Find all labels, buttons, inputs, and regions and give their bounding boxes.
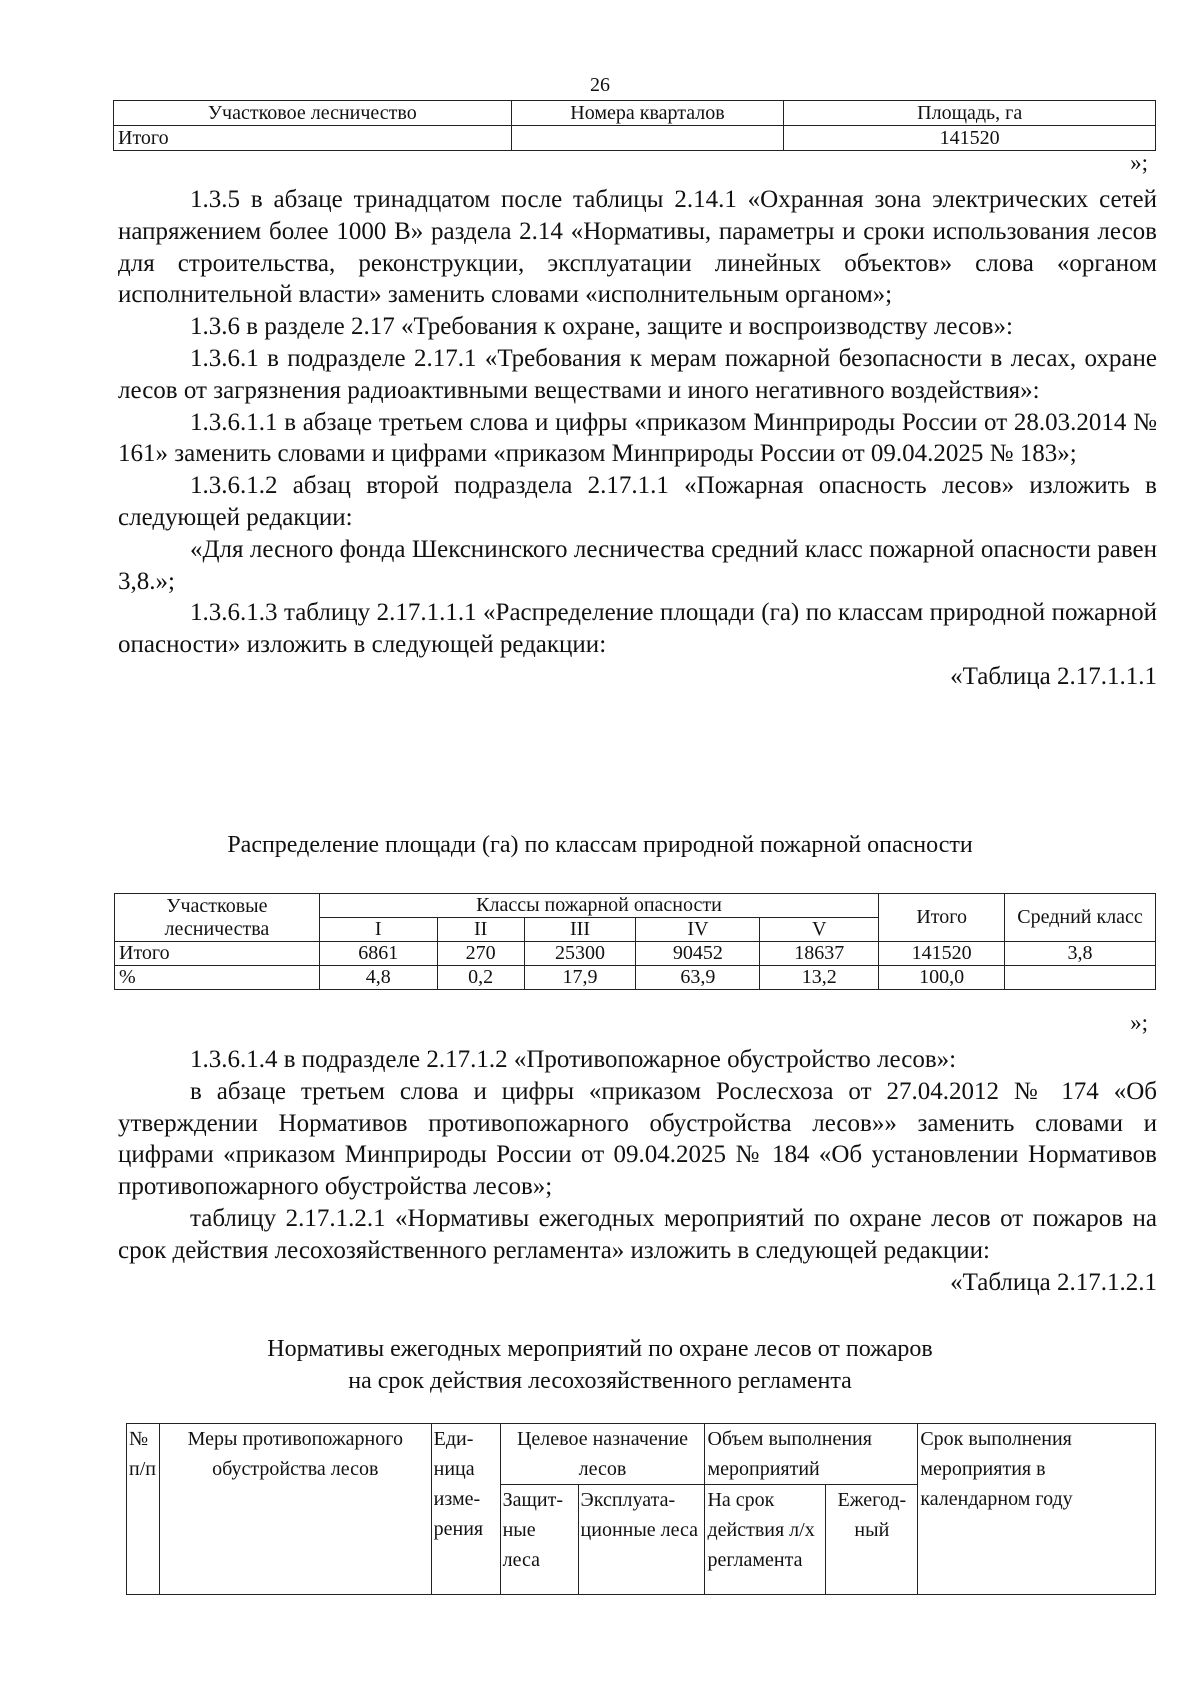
table2-label: «Таблица 2.17.1.1.1: [950, 662, 1157, 690]
paragraph-1-3-6-1-3: 1.3.6.1.3 таблицу 2.17.1.1.1 «Распределение площади (га) по классам природной пожарной опасности» изложить в следующей редакции:: [118, 599, 1157, 659]
header-classes: Классы пожарной опасности: [319, 894, 878, 918]
fire-class-table: [114, 893, 1156, 990]
header-deadline: Срок выполнения мероприятия в календарном году: [918, 1424, 1156, 1595]
table-cell: 3,8: [1005, 942, 1156, 966]
header-area: Площадь, га: [784, 101, 1156, 126]
header-forestry: Участковые лесничества: [115, 894, 320, 942]
closing-quote-mark: »;: [1130, 150, 1148, 175]
header-quarters: Номера кварталов: [511, 101, 784, 126]
table-cell: 0,2: [437, 966, 524, 990]
cell-area-total: 141520: [784, 126, 1156, 151]
header-class-1: I: [319, 918, 437, 942]
table-header-row: [114, 101, 1156, 126]
page-number: 26: [590, 74, 610, 96]
table-cell: 17,9: [524, 966, 636, 990]
paragraph-replace-order: в абзаце третьем слова и цифры «приказом Рослесхоза от 27.04.2012 № 174 «Об утверждении Нормативов противопожарного обустройства лесов»» заменить словами и цифрами «приказом Минприроды России от 09.04.2025 № 184 «Об установлении Нормативов противопожарного обустройства лесов»;: [118, 1077, 1157, 1201]
table-row: [115, 942, 1156, 966]
header-class-5: V: [760, 918, 879, 942]
paragraph-1-3-5: 1.3.5 в абзаце тринадцатом после таблицы 2.14.1 «Охранная зона электрических сетей напряжением более 1000 В» раздела 2.14 «Нормативы, параметры и сроки использования лесов для строительства, реконструкции, эксплуатации линейных объектов» слова «органом исполнительной власти» заменить словами «исполнительным органом»;: [118, 186, 1157, 309]
paragraph-1-3-6-1: 1.3.6.1 в подразделе 2.17.1 «Требования к мерам пожарной безопасности в лесах, охране лесов от загрязнения радиоактивными веществами и иного негативного воздействия»:: [118, 344, 1157, 404]
fire-measures-table: [126, 1423, 1156, 1595]
amendment-text-block-1: [118, 184, 1157, 693]
cell-quarters: [511, 126, 784, 151]
header-annual: Ежегод-ный: [826, 1485, 918, 1595]
cell-total-label: Итого: [114, 126, 512, 151]
paragraph-table-2-17-1-2-1: таблицу 2.17.1.2.1 «Нормативы ежегодных мероприятий по охране лесов от пожаров на срок действия лесохозяйственного регламента» изложить в следующей редакции:: [118, 1204, 1157, 1264]
paragraph-1-3-6-1-2: 1.3.6.1.2 абзац второй подраздела 2.17.1.1 «Пожарная опасность лесов» изложить в следующей редакции:: [118, 472, 1157, 531]
header-avg-class: Средний класс: [1005, 894, 1156, 942]
table-cell: 18637: [760, 942, 879, 966]
table-cell: 270: [437, 942, 524, 966]
table-cell: 141520: [879, 942, 1005, 966]
header-total: Итого: [879, 894, 1005, 942]
forestry-area-table: [113, 100, 1156, 151]
table2-title: Распределение площади (га) по классам природной пожарной опасности: [227, 832, 973, 858]
paragraph-1-3-6: 1.3.6 в разделе 2.17 «Требования к охране, защите и воспроизводству лесов»:: [190, 313, 1013, 341]
paragraph-quote-class: «Для лесного фонда Шекснинского лесничества средний класс пожарной опасности равен 3,8.»;: [118, 535, 1157, 595]
header-class-2: II: [437, 918, 524, 942]
header-class-4: IV: [636, 918, 760, 942]
amendment-text-block-2: [118, 1044, 1157, 1298]
header-unit: Еди-ница изме-рения: [431, 1424, 500, 1595]
header-measures: Меры противопожарного обустройства лесов: [159, 1424, 431, 1595]
table3-title-line2: на срок действия лесохозяйственного регламента: [348, 1368, 852, 1394]
header-term: На срок действия л/х регламента: [705, 1485, 826, 1595]
header-num: № п/п: [127, 1424, 160, 1595]
header-protective: Защит-ные леса: [500, 1485, 578, 1595]
table-cell: 4,8: [319, 966, 437, 990]
table3-title: [0, 1333, 1200, 1397]
header-exploitation: Эксплуата-ционные леса: [578, 1485, 705, 1595]
closing-quote-mark: »;: [1130, 1010, 1148, 1035]
table-header-row: [127, 1424, 1156, 1485]
table3-title-line1: Нормативы ежегодных мероприятий по охране лесов от пожаров: [267, 1336, 933, 1362]
paragraph-1-3-6-1-4: 1.3.6.1.4 в подразделе 2.17.1.2 «Противопожарное обустройство лесов»:: [190, 1046, 957, 1073]
table-cell: 63,9: [636, 966, 760, 990]
header-volume: Объем выполнения мероприятий: [705, 1424, 918, 1485]
table-cell: [1005, 966, 1156, 990]
cell-row-label: Итого: [115, 942, 320, 966]
table-row: [114, 126, 1156, 151]
table-header-row: [115, 894, 1156, 918]
table-cell: 100,0: [879, 966, 1005, 990]
table-cell: 6861: [319, 942, 437, 966]
table-row: [115, 966, 1156, 990]
cell-row-label: %: [115, 966, 320, 990]
table-cell: 90452: [636, 942, 760, 966]
table3-label: «Таблица 2.17.1.2.1: [950, 1268, 1157, 1296]
header-purpose: Целевое назначение лесов: [500, 1424, 705, 1485]
table-cell: 25300: [524, 942, 636, 966]
paragraph-1-3-6-1-1: 1.3.6.1.1 в абзаце третьем слова и цифры «приказом Минприроды России от 28.03.2014 № 161» заменить словами и цифрами «приказом Минприроды России от 09.04.2025 № 183»;: [118, 408, 1157, 468]
table-cell: 13,2: [760, 966, 879, 990]
header-class-3: III: [524, 918, 636, 942]
header-forestry: Участковое лесничество: [114, 101, 512, 126]
